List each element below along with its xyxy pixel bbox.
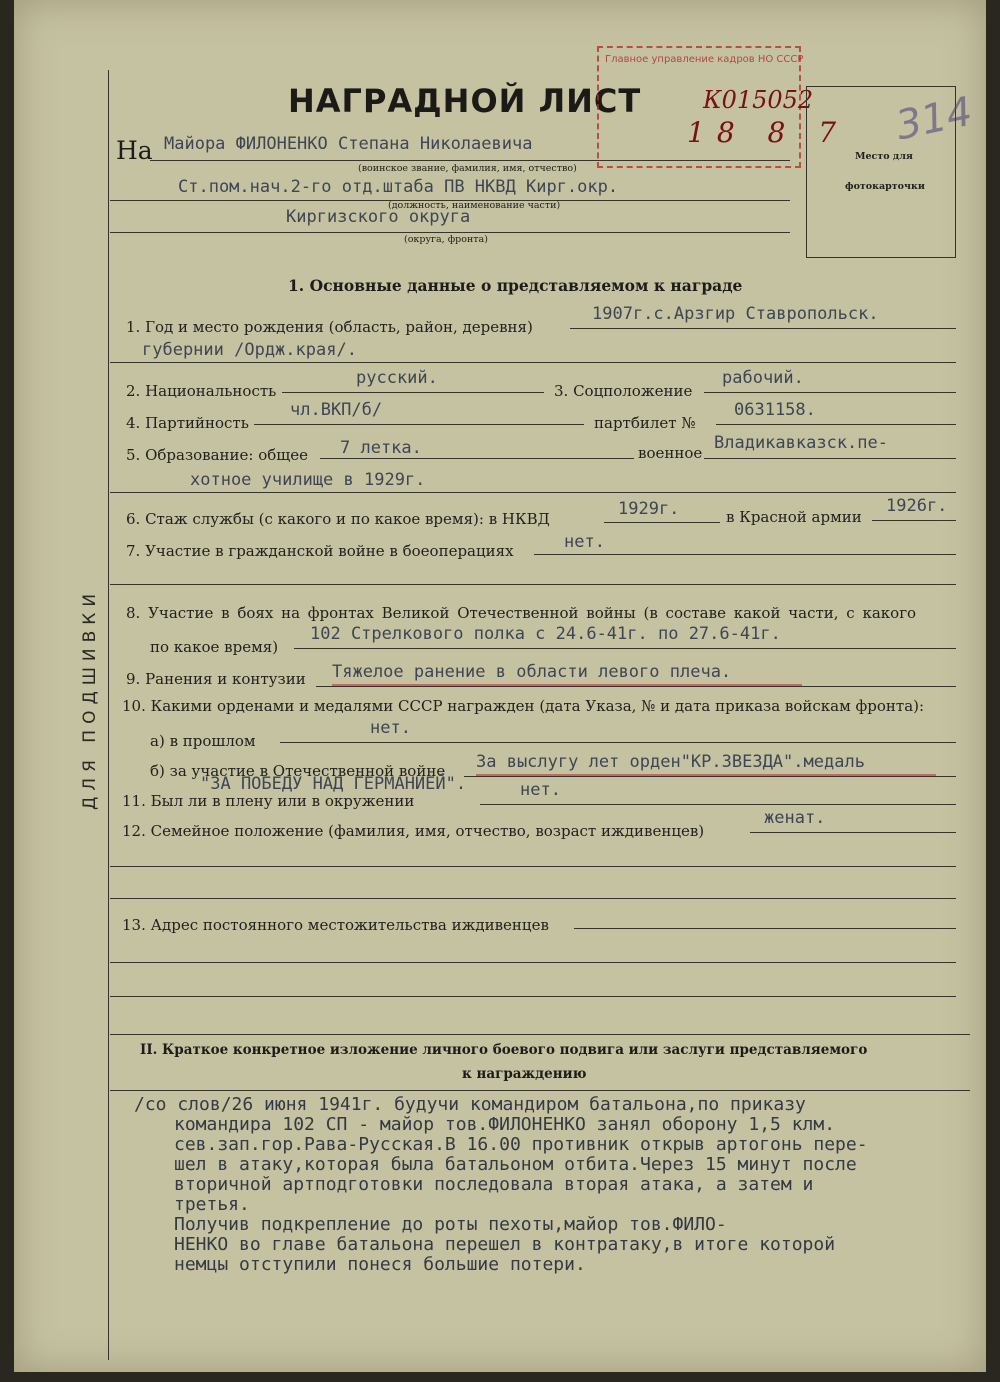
stamp-number: К015052: [703, 86, 814, 114]
awards-past-label: а) в прошлом: [150, 732, 256, 750]
section1-heading: 1. Основные данные о представляемом к награде: [288, 276, 743, 295]
awards-label: 10. Какими орденами и медалями СССР награжден (дата Указа, № и дата приказа войскам фронта):: [122, 697, 925, 715]
section2-heading-line1: II. Краткое конкретное изложение личного боевого подвига или заслуги представляемого: [140, 1042, 868, 1058]
address-label: 13. Адрес постоянного местожительства иждивенцев: [122, 916, 549, 934]
awards-war-label: б) за участие в Отечественной войне: [150, 762, 446, 780]
feat-line: вторичной артподготовки последовала вторая атака, а затем и: [174, 1174, 814, 1195]
service-label: 6. Стаж службы (с какого и по какое время): в НКВД: [126, 510, 550, 528]
document-title: НАГРАДНОЙ ЛИСТ: [288, 82, 642, 120]
family-value: женат.: [764, 808, 826, 828]
partybilet-value: 0631158.: [734, 400, 816, 420]
social-label: 3. Соцположение: [554, 382, 693, 400]
awards-war-value-2: "ЗА ПОБЕДУ НАД ГЕРМАНИЕЙ".: [200, 774, 467, 794]
social-value: рабочий.: [722, 368, 804, 388]
birth-label: 1. Год и место рождения (область, район, деревня): [126, 318, 533, 336]
wounds-value: Тяжелое ранение в области левого плеча.: [332, 662, 732, 682]
feat-line: третья.: [174, 1194, 250, 1215]
fronts-label-2: по какое время): [150, 638, 279, 656]
feat-line: Получив подкрепление до роты пехоты,майор тов.ФИЛО-: [174, 1214, 727, 1235]
feat-line: шел в атаку,которая была батальоном отбита.Через 15 минут после: [174, 1154, 857, 1175]
nominee-position: Ст.пом.нач.2-го отд.штаба ПВ НКВД Кирг.окр.: [178, 177, 619, 197]
na-label: На: [116, 136, 153, 165]
feat-line: НЕНКО во главе батальона перешел в контратаку,в итоге которой: [174, 1234, 836, 1255]
fronts-label-1: 8. Участие в боях на фронтах Великой Отечественной войны (в составе какой части, с какого: [126, 604, 917, 622]
nominee-name: Майора ФИЛОНЕНКО Степана Николаевича: [164, 134, 533, 154]
registration-stamp: [597, 46, 849, 168]
photo-label-line1: Место для: [855, 151, 913, 162]
binding-margin-line: [108, 70, 109, 1360]
education-general: 7 летка.: [340, 438, 422, 458]
position-caption: (должность, наименование части): [388, 200, 561, 211]
education-military-2: хотное училище в 1929г.: [190, 470, 426, 490]
feat-line: /со слов/26 июня 1941г. будучи командиром батальона,по приказу: [134, 1094, 806, 1115]
partybilet-label: партбилет №: [594, 414, 696, 432]
nominee-district: Киргизского округа: [286, 207, 471, 227]
civil-war-value: нет.: [564, 532, 605, 552]
civil-war-label: 7. Участие в гражданской войне в боеоперациях: [126, 542, 514, 560]
awards-past-value: нет.: [370, 718, 411, 738]
handwritten-number: 314: [892, 88, 977, 150]
captivity-label: 11. Был ли в плену или в окружении: [122, 792, 415, 810]
service-army-label: в Красной армии: [726, 508, 862, 526]
service-army: 1926г.: [886, 496, 948, 516]
party-label: 4. Партийность: [126, 414, 249, 432]
family-label: 12. Семейное положение (фамилия, имя, отчество, возраст иждивенцев): [122, 822, 705, 840]
party-value: чл.ВКП/б/: [290, 400, 383, 420]
binding-label: ДЛЯ ПОДШИВКИ: [80, 587, 100, 810]
district-caption: (округа, фронта): [404, 234, 488, 245]
nationality-label: 2. Национальность: [126, 382, 277, 400]
section2-heading-line2: к награждению: [462, 1066, 587, 1082]
feat-line: немцы отступили понеся большие потери.: [174, 1254, 586, 1275]
education-military-label: военное: [638, 444, 703, 462]
nationality-value: русский.: [356, 368, 438, 388]
awards-war-value-1: За выслугу лет орден"КР.ЗВЕЗДА".медаль: [476, 752, 865, 772]
feat-line: командира 102 СП - майор тов.ФИЛОНЕНКО занял оборону 1,5 клм.: [174, 1114, 836, 1135]
stamp-text: Главное управление кадров НО СССР: [605, 54, 804, 65]
stamp-digits: 18 8 7: [687, 116, 849, 149]
service-nkvd: 1929г.: [618, 499, 680, 519]
fronts-value: 102 Стрелкового полка с 24.6-41г. по 27.6-41г.: [310, 624, 781, 644]
award-sheet-paper: [14, 0, 986, 1372]
birth-value-2: губернии /Ордж.края/.: [142, 340, 357, 360]
photo-label-line2: фотокарточки: [845, 181, 925, 192]
feat-line: сев.зап.гор.Рава-Русская.В 16.00 противник открыв артогонь пере-: [174, 1134, 868, 1155]
name-caption: (воинское звание, фамилия, имя, отчество): [358, 163, 577, 174]
education-label: 5. Образование: общее: [126, 446, 309, 464]
wounds-label: 9. Ранения и контузии: [126, 670, 306, 688]
birth-value-1: 1907г.с.Арзгир Ставропольск.: [592, 304, 879, 324]
education-military-1: Владикавказск.пе-: [714, 433, 888, 453]
captivity-value: нет.: [520, 780, 561, 800]
